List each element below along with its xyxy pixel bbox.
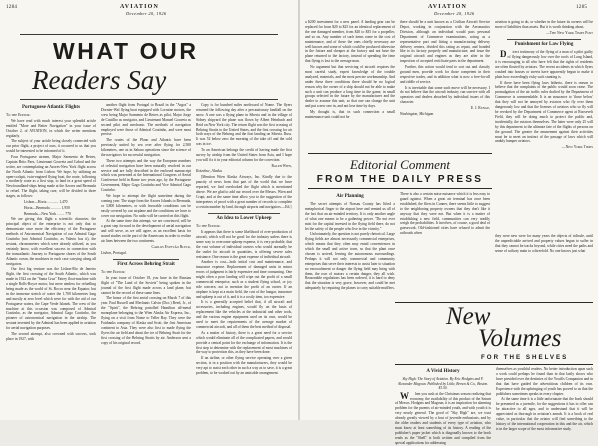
editorial-column-2 [400, 192, 490, 300]
letter-heading-upkeep: An Idea to Lower Upkeep [216, 216, 272, 222]
review-column-1 [395, 367, 491, 445]
paragraph: When you rush at the Christmas season realizing that economy, the availability of this product of the Saturn of Messrs. Hodgins and Magoun, it is an inspiration for alarming problem for the parents of air-minded youth, and with youth it is very nearly general. The good of "Sky High" are, we trust already greatly viewed by a host of juvenile enthusiasts, and by the older readers and students of every type of aviation, who must know at least something of its history. A reading of the publisher's paper jacket which is diagonally known to the book reads as the "Shell" is both written and compiled from the special applications for addressing [395, 390, 491, 445]
section-divider [208, 213, 280, 214]
paragraph: The subject of your article being closely connected with our prior flight, a project of ours, it occurred to us that you would be interested to be informed of it. [6, 139, 96, 154]
running-date-right: December 20, 1926 [434, 11, 475, 16]
paragraph: If an airline, or other flying service operating over a given section, is in a position with the manufacturers, they would be very apt to assist each other in such a way as to save, it is a great problem, to be worked out by an amicable arrangement. [196, 356, 292, 375]
masthead-readers-say: Readers Say [32, 65, 167, 95]
paragraph: Direct testimony of the flying of a man of a pilot guilty of flying dangerously low over the roofs of Long Island, it is encouraging to all who have felt that the rights of residents are often flouted by aviators. The recent accidents in which flyers crashed into houses or streets have apparently begun to make it plain how exceedingly risky such stunting is. [495, 49, 593, 79]
signature-place: Lisbon, Portugal. [101, 250, 127, 255]
masthead-rule-top [20, 34, 278, 35]
review-byline: Sky High: The Story of Aviation. By Eric Hodgins and F. Alexander Magoun. Published by Little, Brown & Co., Boston. $3.50. [397, 377, 489, 391]
paragraph: It is a generally accepted belief that, if all aircraft and accessories, including engines, would fly on the basis of replacement like the vehicles at the industrial and other tools, and the various engine equipment used on its own, would be used to meet the requirements of the average market of commercial aircraft, and all of them the best method of disposal. [196, 300, 292, 329]
page-number-right: 1285 [576, 5, 588, 10]
editorial-rule-bottom [308, 188, 492, 189]
paragraph: Copy is for hundred miles northward of Nome. The flyers returned the following day after a precautionary landfall on the snow. A one was a flying plane in Siberia and in the village of Sidney shipyard the plane was flown by Albert Heinbach and Reid on New York city. The return flight was the first crossing of Behring Straits to the United States, and the first crossing for air both ways of the Behring and the first landing on Siberia. Russ. It was 52 below zero the morning of the take off and the cold was in ice. [196, 103, 292, 147]
signature-name: —The New York Times Post [546, 30, 593, 35]
salutation: To the Editor: [196, 224, 221, 229]
volumes-rule-bottom [395, 364, 593, 365]
right-page [300, 0, 598, 445]
letter-heading-portuguese: Portuguese Atlantic Flights [21, 105, 81, 110]
paragraph: We have read with much interest your splendid article entitled "More and Better Navigation" in your issue of October 2, of AVIATION, in which the writer mentions regularly. [6, 118, 96, 138]
left-column-3 [196, 103, 292, 415]
running-title-right: AVIATION [428, 4, 468, 10]
flight-stage: Lisbon—Horta ............ 1,470 [24, 199, 68, 204]
flight-stage: Bermuda—New York ........ 770 [24, 211, 71, 216]
paragraph: At the same time it is a little unfortunate that the book should be presented as a juvenile, for the suggestions it has to offer can be attractive to all ages, and to understand that it will be appreciated as thorough in aviation's annals. It is a book of real value, in particular that the aviator will find something to the history of the international cooperation in this and the air, which is in the larger scope of the most informative study. [496, 397, 593, 431]
paragraph: It is inevitable that some such move will be necessary. I do not believe that the aircraft industry can survive with all operators and dealers absorbed by individual issues of this character. [400, 85, 490, 105]
volumes-subtitle: FOR THE SHELVES [481, 354, 569, 361]
running-title-left: AVIATION [120, 4, 160, 10]
paragraph: The honor of the first aerial crossing on March 7 of this year. Paul Russell and Mechanic Calvin (Doc.) Reed, Jr., of the "Spirit", the Behring patrolled Hamilton all-metal monoplane belonging to the Wien Alaska Air Express, Inc., flying on a visit from Nome to Teller Bay. They were the Fairbanks company of Alaska and Scott, the first American continent to Asia. They were also first to made flying the flyers the air field and about the ice of Behring Strait for the first crossing of the Behring Straits by air. Anderson sent a copy of his original record. [101, 296, 191, 345]
signature-name: E. J. Runge, [470, 106, 490, 111]
editorial-column-1 [305, 192, 395, 300]
paragraph: If there have been flying laws hitherto, there is reason to believe that the complaints of the public would soon cease. The promulgation of the air traffic rules drafted by the Department of Commerce is commendable. It is an assurance to 'those below' that they will not be annoyed by aviators who fly over them dangerously low and that the licenses of aviators who so fly will be revoked by the Department of Commerce agent at Roosevelt Field, they will be doing much to protect the public and, incidentally, the aviators themselves. The latter were only 25 will by this department to the ultimate fate of the flights of persons on the ground. The greater the amusement against their activities must be to meet an instinct of the passage of laws which will unduly hamper aviators. [495, 80, 593, 144]
paragraph: The secret attempts of Nassau County has lifted a metaphorical finger to the airport here and remind us all of the fact that an air-minded territory. It is only another angle of what one means to be a gathering power. "Do not ever mist for the capital invested in the flying field there, do not let the safety of the people who live in the vicinity." [305, 202, 395, 231]
paragraph: These two attempts and the way the European numbers of celestial navigation have been naturally resolved in our service and are fully described in the enclosed manuscript which was presented at the International Congress of Aerial Conference held in Rome two years ago, by the Portuguese Government, Major Gago Coutinho and Vice Admiral Gago Coutinho. [101, 158, 191, 193]
editor-note: [Mention Wien Alaska Airways, Inc. Kindly due to the paucity of news from that part of the world that we have reported, we find overlooked the flight which is mentioned above. We are glad to add our record over the Messrs. Wien and Crupi, and at the same time allow you to the suggestion of the interpreters of proof with a great number of records to complete a certain number by land, through airports and navigators.—Ed.] [196, 175, 292, 209]
signature-name: Ralph Wien, [271, 163, 292, 168]
paragraph: there should be a unit known as a Civilian Aircraft Service Depot, working in conjunction with the Aeronautics Division, although an individual would pass personal Department of Commerce examinations, acting as a representative part and fitting a manufacturing delivery delivery centers, divided this rating as repair, and bonded like to its factory properly and manufacture, and issue the original aircraft and engines as they are after in the inspection of accepted certificate parts in the department. [400, 20, 490, 64]
right-column-1-top [305, 20, 395, 150]
paragraph: Four Portuguese airmen, Major Sarmento de Beires, Captain Brito Paes, Lieutenant Gouveia and Cabral and the writer, are contemplating an Azores-New York flight across the North Atlantic from Lisbon. We hope, by utilizing an open-cockpit, twin-engined flying boat, the route, following a northerly route as a first stop, to land in a great speed of Newfoundland-ships being made at the Azores and Bermuda to refuel. The flight, taking care, will be divided in three stages, as follows: [6, 154, 96, 199]
paragraph: Another is cost—both initial cost and maintenance, and insurance expense. Replacement of damaged units in minor errors of judgment is fairly expensive and time consuming. One might often a poor landing will wipe out the profit of a small commercial enterprise, such as a student flying school, or joy ride concern, not to mention the profit of an owner. If an airplane is kept at a main field, the cost of the hangar, insurance and upkeep is out of it, and it is a costly item, too expensive. [196, 260, 292, 299]
letter-heading-punishment: Punishment for Law Flying [514, 42, 574, 48]
paragraph: Unfortunately, the question is not purely rhetorical. Large flying fields are almost necessarily commercial enterprises, which means that they often may entail conveniences in which the small and active town, so that the plant once chosen is arrived, leaving the autonomous surroundings. Perhaps it will not only commercial and community enterprises that serve their interests to assist later to situation no encroachment or danger the flying field may bring with them, the roar of motors a certain danger, they all wish. Reasonable regulations has been ordered, it is hard to deny that the situation is very grave, however, and could be met adequately by requiring the planes to carry suitable mufflers. [305, 232, 395, 291]
paragraph: Our first big venture was the Lisbon-Rio de Janeiro flight, the first crossing of the South Atlantic, which was made in 1922 on the "Santa Cruz" Fairey float-machine with a single Rolls-Royce motor, but mere aimless for refuelling being made as the world of St. Rocco near the Equator, but in the immense stretch of water the 1,700 kilometres long and mostly at zero level which were for with the aid of our Portuguese waters, the Cape Verde Islands. The crew of the machine at this occasion was composed of Admiral Coutinho, as the navigator, Admiral Gago Coutinho, the pioneer of astronomical navigation in the airship. The sextant invented by the Admiral has been applied in aviation for aerial navigation purposes. [6, 267, 96, 331]
letter-heading-bering: First Across Behring Strait [117, 262, 175, 268]
paragraph: At the same time this attempt, we are convinced, will be a great step forward in the development of aerial navigation and will serve, as we will agree, as an excellent basis for sound studies on the part of the Americans in order to realize air lines between the two continents. [101, 219, 191, 244]
right-column-2-top [400, 20, 490, 150]
signature-name: —New York Times [561, 145, 593, 150]
section-divider [113, 259, 179, 260]
paragraph: To an American belongs the credit of having made the first survey by airship from the United States from Asia, and I hope you will fix it in your editorial column for the correction. [196, 148, 292, 162]
running-date-left: December 20, 1926 [126, 11, 167, 16]
editorial-rule-top [308, 153, 492, 154]
paragraph: We hope to attempt the flight sometime during the coming year. The stage from the Azores Islands to Bermuda, or 3,800 kilometres, or with favorable conditions can be easily covered by our airplane and the conditions we have to cover our navigation. No radio will be carried on this flight. [101, 193, 191, 218]
flight-stage: Horta—Bermuda ........... 1,950 [24, 205, 70, 210]
paragraph: My thought is, that in such connection a small maintenance unit could not be [305, 110, 395, 119]
left-column-1 [6, 103, 96, 415]
paragraph: It appears that there is some likelihood of over-production of aircraft, which will not be good for the industry unless there is some way to overcome upkeep expense, it is very probable, that the vast volume of individual owners who would normally be the outlet for aircraft in quantities, is offering severe sales resistance. One reason is the great expense of individual aircraft. [196, 229, 292, 259]
signature-place: Washington, Michigan. [400, 111, 435, 116]
paragraph: There is also a certain noise nuisance which it is less easy to guard against. When a great air terminal has once been established, the fliers in Conner, there seems little to suggest to the neighboring property owners that they don't like it anyway that they were not. But when it is a matter of establishing a new field, communities can very readily weigh the probabilities. It involves, of course, a good deal of guesswork. Old-fashioned cities have refused to admit the railroads when [400, 192, 490, 236]
masthead-what-our: WHAT OUR [53, 38, 199, 64]
salutation: To the Editor: [101, 270, 126, 275]
paragraph: The second attempt, also crowned with success, took place in 1927, with [6, 331, 96, 341]
masthead-rule-bottom [20, 99, 278, 100]
paragraph: they were new were for many years the objects of ridicule, until the unpredictable arrived and property values began to suffer in that they cannot be tracks beyond, while cities need the paths and sense of railway main to a threefold. No one knows just what [495, 234, 593, 253]
section-divider [507, 39, 581, 40]
paragraph: The routes of the Plano and Atlantic have been previously united by sea over after flying for 2,500 kilometres, one as in Sahara operations since the science of the navigators for successful navigation. [101, 138, 191, 157]
volumes-title-volumes: Volumes [478, 325, 562, 352]
paragraph: themselves as youthful readers. No better introduction upon such a work could perhaps be found than in that lastly shows who have presided over the destinies of the Youth's Companion and in that that have guided the adventitious children of its own. Experience with the upbringing of youth has proved to us that the publishers sometimes speaks in every chapter. [496, 367, 593, 396]
editorial-column-3 [495, 234, 593, 300]
editorial-heading: Air Planning [336, 194, 364, 199]
editorial-title: FROM THE DAILY PRESS [316, 174, 484, 185]
volumes-rule-top [395, 302, 593, 303]
page-number-left: 1284 [6, 5, 18, 10]
signature-name: Carlos Estevão Bleck, [151, 244, 191, 249]
editorial-continued-column [305, 303, 391, 417]
paragraph: aviation is going to do, or whether in the future its owners will be more of liabilities than assets. But it is worth thinking about. [495, 20, 593, 29]
paragraph: No argument but that servicing of aircraft requires the most careful study, expert knowledge of the trouble analyzed, materials, and the most precise workmanship. And under these three conditions there should be no logical reason why the owner of a ship should not be able to make such a unit can produce a long time in the game, in small groups selected in the future by the manufacturer and the dealer to assume this unit, so that one can change the unit and put a new one in, and not lose time by days. [305, 65, 395, 109]
editorial-kicker: Editorial Comment [349, 157, 451, 172]
paragraph: As a matter of history, there is a great need for a service which would eliminate all of the complicated papers, and would provide a central point for the exchange of information. It is the first step to determine with the replacement of most machines of the way to protection this, as they have been done. [196, 330, 292, 355]
review-heading: A Vivid History [426, 369, 460, 374]
paragraph: another flight from Portugal to Brazil in the "Argos" a Dornier-Wal flying boat equipped with Lorraine motors, the crew being Major Sarmento de Beires as pilot, Major Jorge de Castilho as navigator, and Lieutenant Manuel Gouveia as second pilot and mechanic. The methods of navigation employed were those of Admiral Coutinho, and were most precise. [101, 103, 191, 137]
paragraph: We are giving this flight a scientific character, the principal object of the enterprise is not only that to demonstrate once more the efficiency of the Portuguese methods of Astronomical Navigation of our Admiral Gago Coutinho (not Admiral Coutinho, as Valerio has it), the sextant, chronometers which were already utilized, as you certainly know, with excellent success in connection with the transatlantic Journey to Portuguese shores of the South Atlantic ocean, the machines in each case carrying along all navigators. [6, 217, 96, 266]
signature-place: Kotzebue, Alaska. [196, 169, 223, 174]
left-page [0, 0, 298, 420]
volumes-title-new: New [446, 303, 491, 330]
left-column-2 [101, 103, 191, 415]
right-column-3 [495, 20, 593, 230]
paragraph: Further, this action would tend to sort out and classify ground men, provide work for those competent in their respective trades, and in addition what is now a free-for-all and riddle of service. [400, 65, 490, 84]
paragraph: In your issue of October 18, you have in the Russian flight of "The Land of the Soviets" being spoken in the journal of the first flight made across a land plane, but cannot be the record of these same lines. [101, 275, 191, 295]
review-column-2 [496, 367, 593, 431]
salutation: To the Editor: [6, 113, 31, 117]
paragraph: a $200 investment for a new panel. A landing gear can be replaced for from $20 to $25 for an identical replacement of the one damaged member, from $20 to $35 for a propeller, and so on. Any number of such items come in the cost of maintenance, and of these the ones chiefly necessary are well known and some of which could be produced otherwise in the fixture and cheaper at the factory and not have the plane returned to the factory, instead of spending the time that flying is lost to the average man. [305, 20, 395, 64]
